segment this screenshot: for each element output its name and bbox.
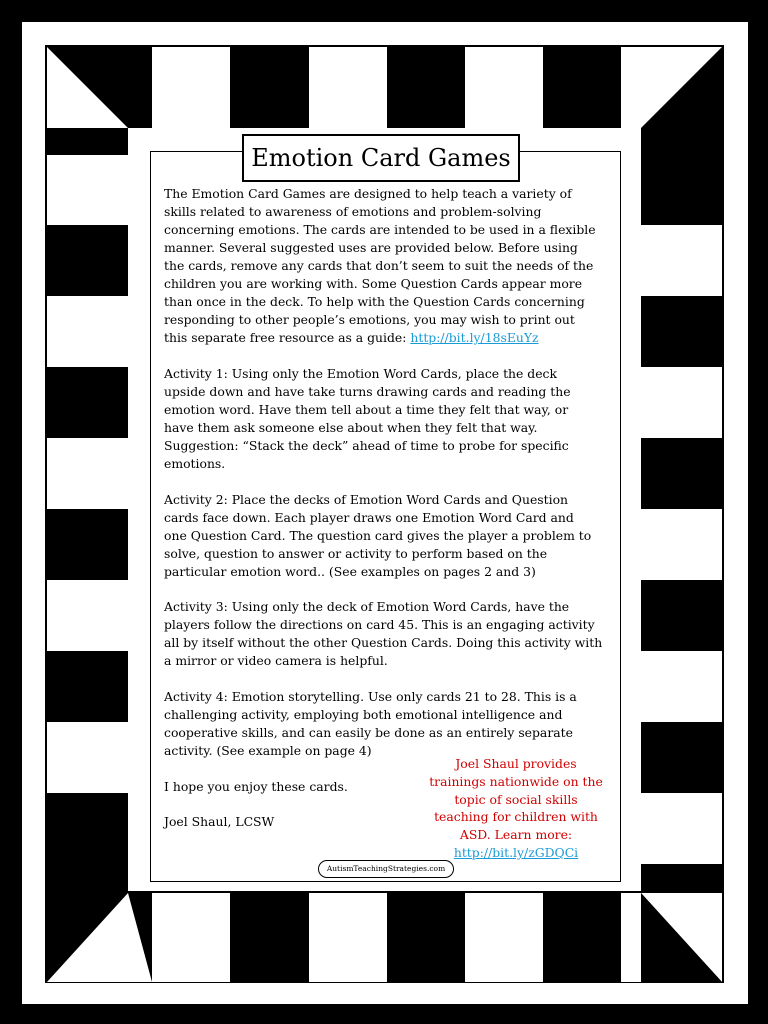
- border-square: [641, 509, 722, 580]
- page-title: Emotion Card Games: [242, 134, 520, 182]
- border-square: [47, 155, 128, 225]
- border-square: [641, 651, 722, 722]
- border-square: [465, 47, 543, 128]
- border-square: [230, 47, 309, 128]
- border-square: [47, 580, 128, 651]
- border-square: [152, 47, 230, 128]
- promo-link[interactable]: http://bit.ly/zGDQCi: [453, 844, 579, 860]
- border-square: [621, 47, 641, 128]
- border-square: [641, 438, 722, 509]
- border-square: [309, 893, 387, 982]
- border-square: [621, 893, 641, 982]
- guide-link[interactable]: http://bit.ly/18sEuYz: [410, 330, 539, 345]
- border-square: [152, 893, 230, 982]
- closing-line: I hope you enjoy these cards.: [164, 779, 348, 794]
- border-square: [47, 722, 128, 793]
- border-square: [641, 722, 722, 793]
- activity-2: Activity 2: Place the decks of Emotion Word Cards and Question cards face down. Each player draws one Emotion Word Card and one Question Card. The question card gives the player a problem to solve, question to answer or activity to perform based on the particular emotion word.. (See examples on pages 2 and 3): [164, 492, 592, 579]
- border-square: [641, 155, 722, 225]
- border-square: [387, 893, 465, 982]
- border-square: [543, 893, 621, 982]
- activity-3: Activity 3: Using only the deck of Emotion Word Cards, have the players follow the directions on card 45. This is an engaging activity all by itself without the other Question Cards. Doing this activity with a mirror or video camera is helpful.: [164, 599, 603, 668]
- border-square: [47, 367, 128, 438]
- border-square: [47, 438, 128, 509]
- activity-1: Activity 1: Using only the Emotion Word Cards, place the deck upside down and have take turns drawing cards and reading the emotion word. Have them tell about a time they felt that way, or have them ask someone else about when they felt that way. Suggestion: “Stack the deck” ahead of time to probe for specific emotions.: [164, 366, 571, 471]
- border-square: [641, 225, 722, 296]
- border-square: [641, 580, 722, 651]
- promo-box: [424, 755, 608, 862]
- border-square: [47, 296, 128, 367]
- border-square: [47, 225, 128, 296]
- border-square: [47, 651, 128, 722]
- activity-4: Activity 4: Emotion storytelling. Use only cards 21 to 28. This is a challenging activity, employing both emotional intelligence and cooperative skills, and can easily be done as an entirely separate activity. (See example on page 4): [164, 689, 577, 758]
- border-square: [47, 509, 128, 580]
- promo-text: Joel Shaul provides trainings nationwide on the topic of social skills teaching for children with ASD. Learn more:: [429, 756, 603, 843]
- website-badge: AutismTeachingStrategies.com: [318, 860, 454, 878]
- border-square: [387, 47, 465, 128]
- border-square: [309, 47, 387, 128]
- intro-text: The Emotion Card Games are designed to help teach a variety of skills related to awareness of emotions and problem-solving concerning emotions. The cards are intended to be used in a flexible manner. Several suggested uses are provided below. Before using the cards, remove any cards that don’t seem to suit the needs of the children you are working with. Some Question Cards appear more than once in the deck. To help with the Question Cards concerning responding to other people’s emotions, you may wish to print out this separate free resource as a guide:: [164, 186, 596, 345]
- border-square: [641, 296, 722, 367]
- border-square: [230, 893, 309, 982]
- intro-paragraph: [164, 185, 614, 347]
- border-square: [47, 793, 128, 864]
- border-square: [543, 47, 621, 128]
- border-square: [641, 367, 722, 438]
- signature: Joel Shaul, LCSW: [164, 814, 275, 829]
- border-square: [641, 793, 722, 864]
- border-square: [465, 893, 543, 982]
